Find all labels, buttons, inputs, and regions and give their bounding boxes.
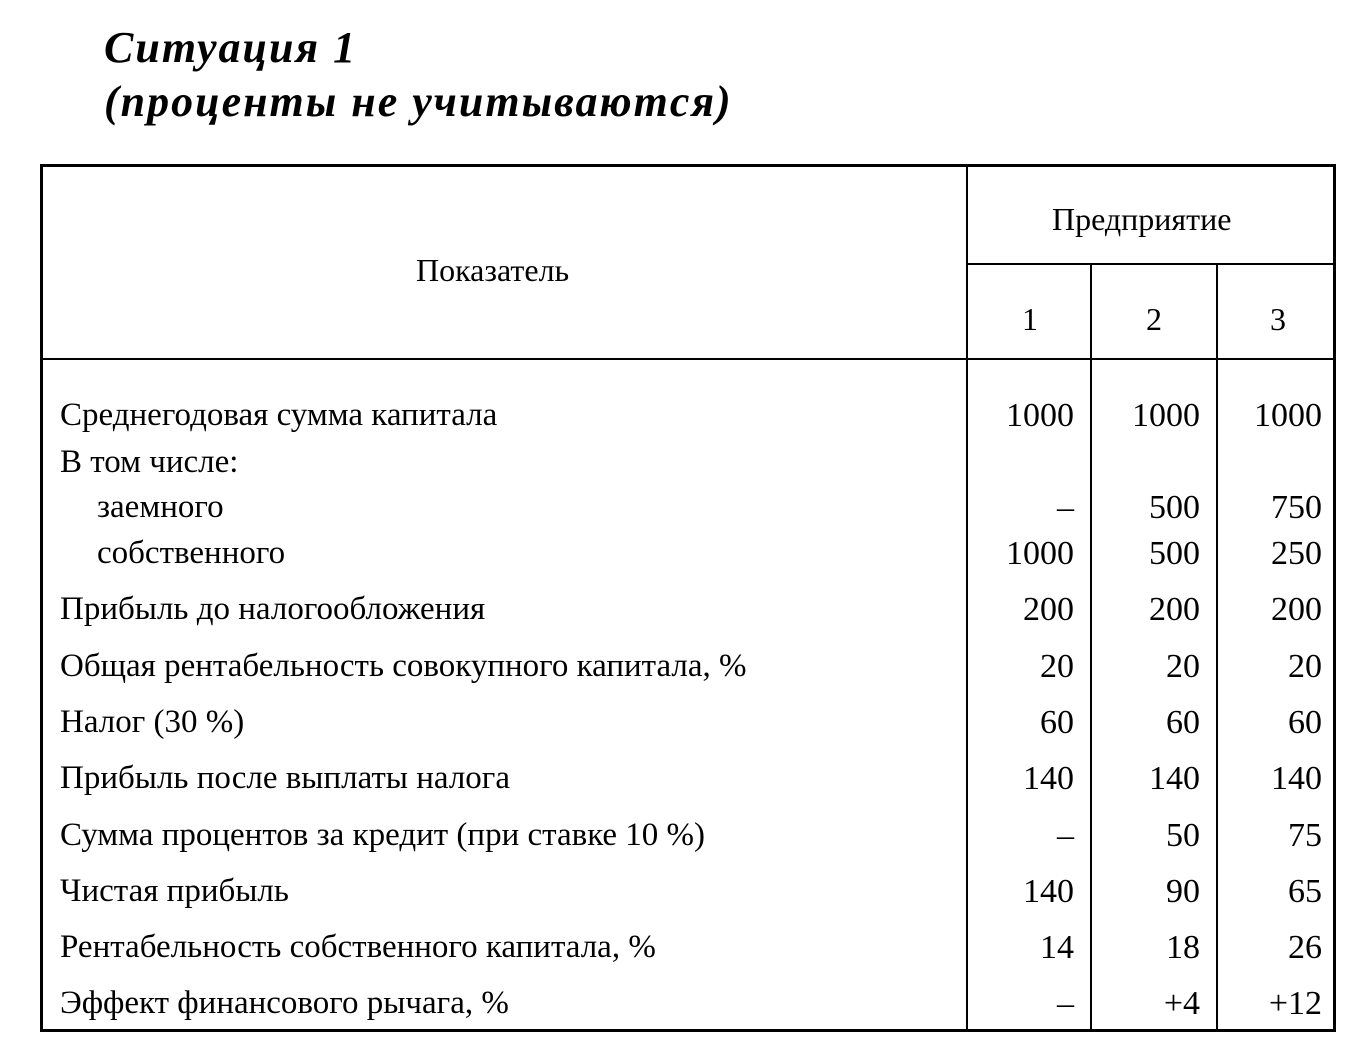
row-value-col-2: 50 — [1166, 817, 1200, 854]
row-value-col-3: 140 — [1271, 760, 1322, 797]
row-value-col-1: 140 — [1023, 760, 1074, 797]
row-value-col-3: 75 — [1288, 817, 1322, 854]
row-label: Среднегодовая сумма капитала — [60, 397, 498, 433]
header-column-2: 2 — [1146, 301, 1162, 337]
row-label: Эффект финансового рычага, % — [60, 985, 509, 1021]
row-value-col-3: 1000 — [1254, 397, 1322, 434]
header-column-1: 1 — [1022, 301, 1038, 337]
row-label: Рентабельность собственного капитала, % — [60, 929, 656, 965]
row-value-col-1: 140 — [1023, 873, 1074, 910]
row-value-col-2: 18 — [1166, 929, 1200, 966]
header-indicator: Показатель — [416, 252, 570, 288]
title-line-1: Ситуация 1 — [104, 23, 358, 72]
row-value-col-1: 20 — [1040, 648, 1074, 685]
row-value-col-3: 250 — [1271, 535, 1322, 572]
row-value-col-1: 1000 — [1006, 397, 1074, 434]
column-divider-2-3 — [1216, 263, 1218, 1032]
header-bottom-divider — [40, 358, 1336, 360]
row-label: Налог (30 %) — [60, 704, 245, 740]
row-value-col-2: 500 — [1149, 535, 1200, 572]
row-label: Сумма процентов за кредит (при ставке 10 %) — [60, 817, 706, 853]
row-value-col-1: – — [1057, 985, 1074, 1022]
row-value-col-3: +12 — [1268, 985, 1322, 1022]
row-value-col-2: +4 — [1163, 985, 1200, 1022]
row-value-col-2: 500 — [1149, 489, 1200, 526]
row-value-col-2: 1000 — [1132, 397, 1200, 434]
row-value-col-3: 26 — [1288, 929, 1322, 966]
row-label: Общая рентабельность совокупного капитала, % — [60, 648, 747, 684]
row-value-col-1: 14 — [1040, 929, 1074, 966]
row-value-col-2: 60 — [1166, 704, 1200, 741]
row-value-col-3: 65 — [1288, 873, 1322, 910]
row-label: Прибыль до налогообложения — [60, 591, 486, 627]
row-value-col-1: – — [1057, 489, 1074, 526]
row-value-col-3: 200 — [1271, 591, 1322, 628]
row-value-col-2: 20 — [1166, 648, 1200, 685]
title-line-2: (проценты не учитываются) — [104, 77, 733, 126]
row-label: заемного — [97, 489, 224, 525]
row-label: В том числе: — [60, 444, 239, 480]
row-label: Прибыль после выплаты налога — [60, 760, 510, 796]
enterprise-header-divider — [968, 263, 1336, 265]
row-value-col-2: 90 — [1166, 873, 1200, 910]
column-divider-indicator — [966, 164, 968, 1032]
row-value-col-1: – — [1057, 817, 1074, 854]
header-enterprise: Предприятие — [1052, 201, 1232, 237]
row-value-col-1: 1000 — [1006, 535, 1074, 572]
row-value-col-3: 60 — [1288, 704, 1322, 741]
row-value-col-3: 750 — [1271, 489, 1322, 526]
row-value-col-2: 200 — [1149, 591, 1200, 628]
row-value-col-1: 200 — [1023, 591, 1074, 628]
row-label: собственного — [97, 535, 286, 571]
row-value-col-2: 140 — [1149, 760, 1200, 797]
row-value-col-1: 60 — [1040, 704, 1074, 741]
row-value-col-3: 20 — [1288, 648, 1322, 685]
row-label: Чистая прибыль — [60, 873, 289, 909]
column-divider-1-2 — [1090, 263, 1092, 1032]
header-column-3: 3 — [1270, 301, 1286, 337]
